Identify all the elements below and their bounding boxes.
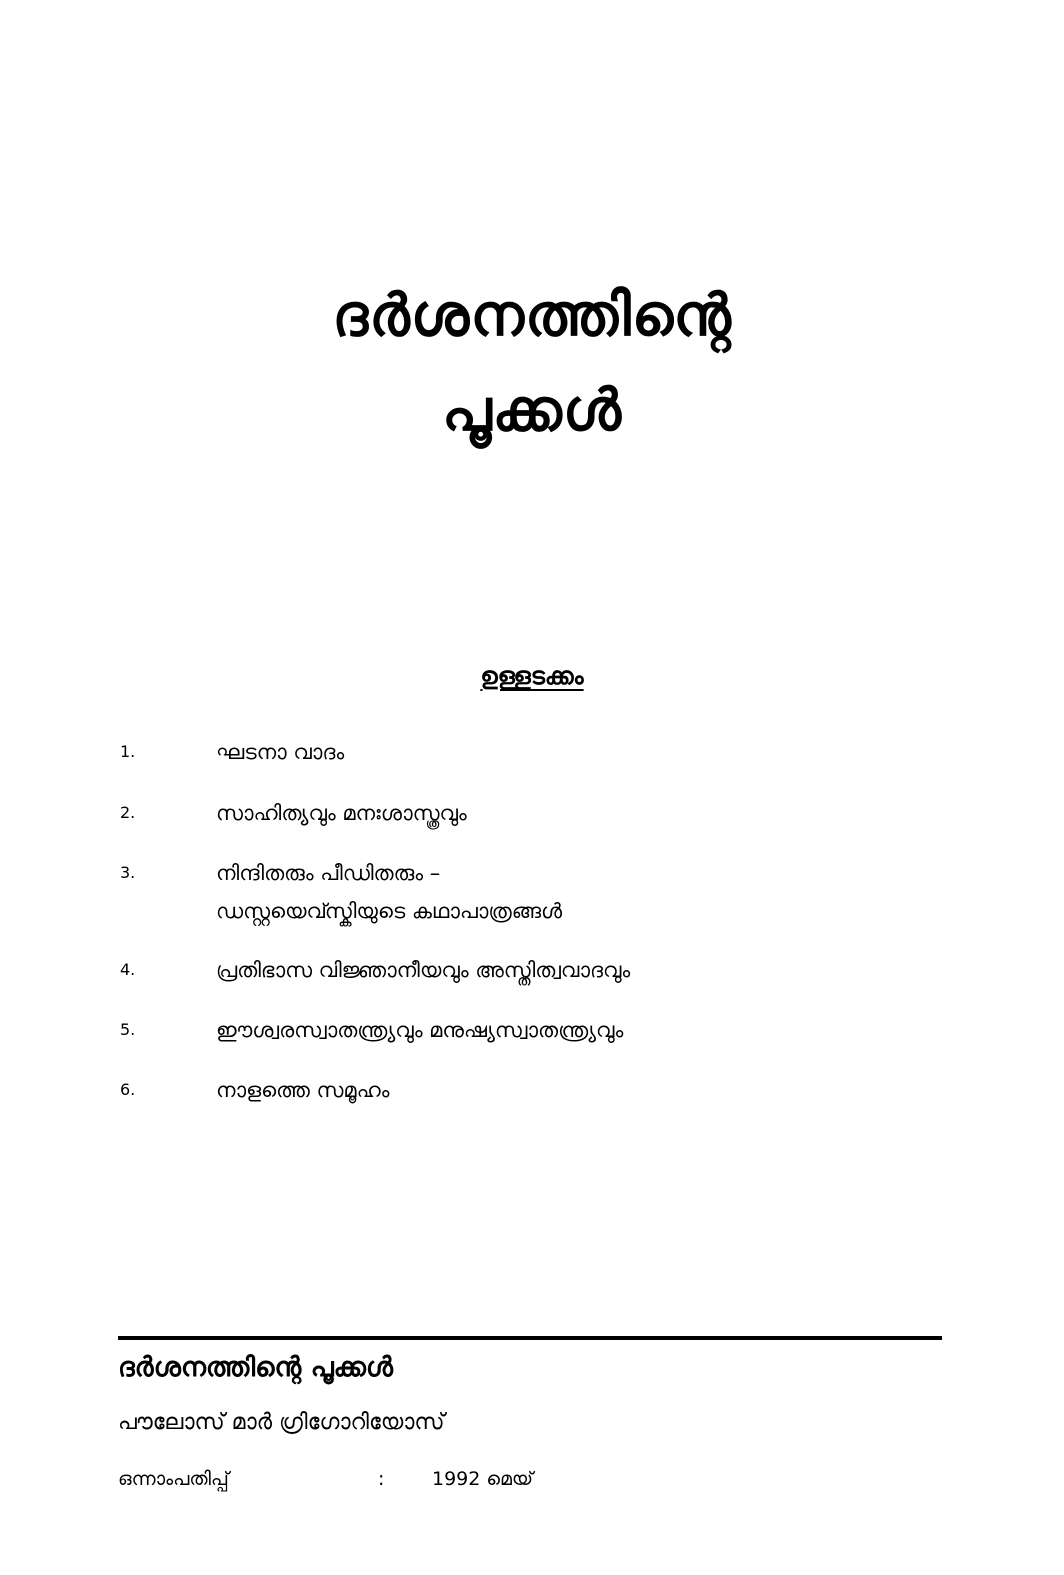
toc-heading-text: ഉള്ളടക്കം xyxy=(480,662,584,690)
toc-item-title-line-2: ഡസ്റ്റയെവ്സ്കിയുടെ കഥാപാത്രങ്ങൾ xyxy=(216,899,563,923)
toc-item-title-line-1: നിന്ദിതരും പീഡിതരും – xyxy=(216,861,441,885)
footer-divider xyxy=(118,1336,942,1340)
book-title-line-2: പൂക്കൾ xyxy=(441,376,623,444)
toc-item-number: 6. xyxy=(120,1080,136,1099)
book-title-line-1: ദർശനത്തിന്റെ xyxy=(332,281,732,349)
toc-item-number: 2. xyxy=(120,803,136,822)
toc-item-number: 4. xyxy=(120,960,136,979)
edition-label: ഒന്നാംപതിപ്പ് xyxy=(118,1468,229,1490)
footer-book-title: ദർശനത്തിന്റെ പൂക്കൾ xyxy=(118,1352,394,1383)
edition-separator: : xyxy=(378,1468,385,1490)
toc-item-title: പ്രതിഭാസ വിജ്ഞാനീയവും അസ്തിത്വവാദവും xyxy=(216,958,631,982)
toc-item-title: സാഹിത്യവും മനഃശാസ്ത്രവും xyxy=(216,801,467,825)
toc-item-number: 3. xyxy=(120,863,136,882)
toc-heading xyxy=(0,658,1064,694)
toc-item-title: നാളത്തെ സമൂഹം xyxy=(216,1078,390,1102)
toc-item-number: 1. xyxy=(120,742,136,761)
footer-author: പൗലോസ് മാർ ഗ്രിഗോറിയോസ് xyxy=(118,1410,445,1435)
toc-item-title: ഈശ്വരസ്വാതന്ത്ര്യവും മനുഷ്യസ്വാതന്ത്ര്യവും xyxy=(216,1018,624,1042)
toc-item-number: 5. xyxy=(120,1020,136,1039)
toc-item-title: ഘടനാ വാദം xyxy=(216,740,345,764)
edition-value: 1992 മെയ് xyxy=(432,1468,534,1490)
